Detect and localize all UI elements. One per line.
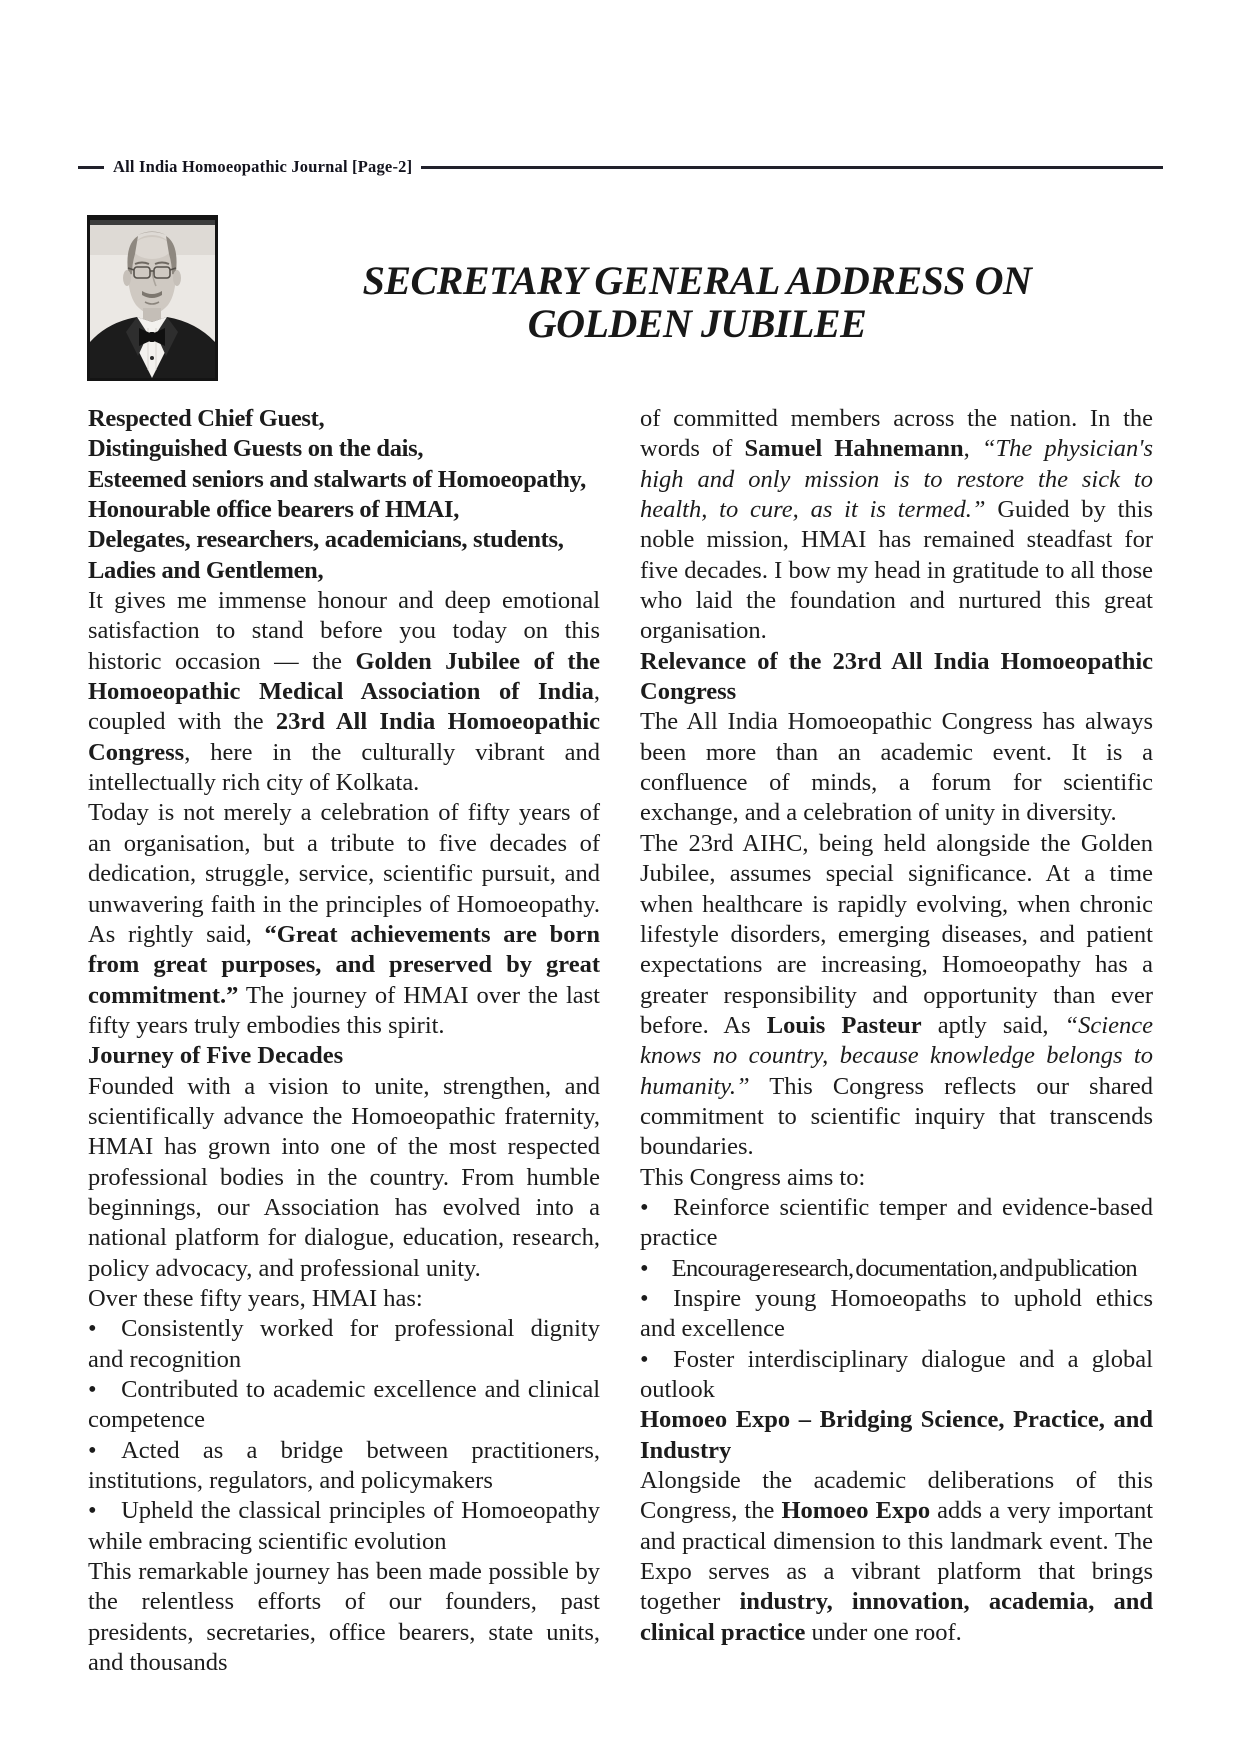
text-segment: Honourable office bearers of HMAI, xyxy=(88,496,460,524)
text-segment: , xyxy=(963,435,982,463)
salutation-line xyxy=(88,434,600,464)
text-segment: Over these fifty years, HMAI has: xyxy=(88,1284,423,1312)
text-line xyxy=(640,1163,1153,1193)
text-segment: industry, innovation, academia, and clinical practice xyxy=(640,1588,1153,1646)
journal-title: All India Homoeopathic Journal [Page-2] xyxy=(113,157,413,176)
left-column xyxy=(88,404,600,1678)
paragraph xyxy=(640,404,1153,647)
text-segment: • Upheld the classical principles of Homoeopathy while embracing scientific evolution xyxy=(88,1497,600,1555)
salutation-line xyxy=(88,556,600,586)
bullet-item xyxy=(88,1314,600,1375)
paragraph xyxy=(88,1557,600,1678)
section-heading xyxy=(640,647,1153,708)
bullet-item xyxy=(640,1284,1153,1345)
paragraph xyxy=(640,1466,1153,1648)
text-segment: under one roof. xyxy=(805,1618,962,1646)
text-segment: Delegates, researchers, academicians, students, xyxy=(88,526,564,554)
paragraph xyxy=(640,829,1153,1163)
bullet-item xyxy=(88,1496,600,1557)
text-segment: Esteemed seniors and stalwarts of Homoeopathy, xyxy=(88,465,586,493)
text-segment: “Great achievements are born from great purposes, and preserved by great commitment.” xyxy=(88,920,600,1009)
text-segment: “Science knows no country, because knowledge belongs to humanity.” xyxy=(640,1011,1153,1100)
bullet-item xyxy=(88,1375,600,1436)
right-column xyxy=(640,404,1153,1678)
text-segment: aptly said, xyxy=(921,1011,1065,1039)
text-segment: of committed members across the nation. In the words of xyxy=(640,405,1153,463)
header-rule-right xyxy=(421,166,1163,169)
text-segment: Alongside the academic deliberations of this Congress, the xyxy=(640,1467,1153,1525)
text-segment: • Inspire young Homoeopaths to uphold ethics and excellence xyxy=(640,1284,1153,1343)
text-segment: • Acted as a bridge between practitioners, institutions, regulators, and policymakers xyxy=(88,1436,600,1495)
text-segment: 23rd All India Homoeopathic Congress xyxy=(88,708,600,766)
portrait-illustration xyxy=(90,220,215,378)
text-segment: Relevance of the 23rd All India Homoeopathic Congress xyxy=(640,647,1153,706)
text-segment: It gives me immense honour and deep emotional satisfaction to stand before you today on this historic occasion — the xyxy=(88,587,600,675)
article-title-line2: GOLDEN JUBILEE xyxy=(527,301,867,346)
salutation-line xyxy=(88,525,600,555)
text-segment: This Congress reflects our shared commitment to scientific inquiry that transcends boundaries. xyxy=(640,1072,1153,1161)
bullet-item xyxy=(640,1254,1153,1284)
text-segment: The 23rd AIHC, being held alongside the Golden Jubilee, assumes special significance. At a time when healthcare is rapidly evolving, when chronic lifestyle disorders, emerging diseases, and patient expectations are increasing, Homoeopathy has a greater responsibility and opportunity than ever before. As xyxy=(640,829,1153,1039)
bullet-item xyxy=(640,1193,1153,1254)
article-title xyxy=(240,259,1154,345)
bullet-item xyxy=(88,1436,600,1497)
paragraph xyxy=(88,586,600,798)
text-segment: • Consistently worked for professional dignity and recognition xyxy=(88,1315,600,1373)
text-segment: This Congress aims to: xyxy=(640,1163,866,1191)
text-segment: The journey of HMAI over the last fifty years truly embodies this spirit. xyxy=(88,981,600,1039)
text-segment: This remarkable journey has been made possible by the relentless efforts of our founders, past presidents, secretaries, office bearers, state units, and thousands xyxy=(88,1558,600,1677)
text-segment: Distinguished Guests on the dais, xyxy=(88,435,424,463)
text-segment: “The physician's high and only mission is to restore the sick to health, to cure, as it is termed.” xyxy=(640,435,1154,524)
text-segment: Journey of Five Decades xyxy=(88,1042,344,1070)
text-segment: • Contributed to academic excellence and clinical competence xyxy=(88,1376,600,1434)
section-heading xyxy=(640,1405,1153,1466)
salutation-line xyxy=(88,495,600,525)
salutation-line xyxy=(88,465,600,495)
text-segment: Golden Jubilee of the Homoeopathic Medical Association of India xyxy=(88,647,601,706)
article-title-line1: SECRETARY GENERAL ADDRESS ON xyxy=(362,258,1032,303)
text-segment: Today is not merely a celebration of fifty years of an organisation, but a tribute to five decades of dedication, struggle, service, scientific pursuit, and unwavering faith in the principles of Homoeopathy. As rightly said, xyxy=(88,799,600,948)
header-rule-left xyxy=(78,166,104,169)
bullet-item xyxy=(640,1345,1153,1406)
text-segment: Guided by this noble mission, HMAI has remained steadfast for five decades. I bow my head in gratitude to all those who laid the foundation and nurtured this great organisation. xyxy=(640,496,1153,645)
text-segment: Homoeo Expo xyxy=(781,1497,931,1525)
paragraph xyxy=(88,798,600,1041)
text-segment: Samuel Hahnemann xyxy=(744,435,964,463)
portrait-photo xyxy=(87,215,218,381)
paragraph xyxy=(88,1072,600,1284)
text-segment: The All India Homoeopathic Congress has always been more than an academic event. It is a confluence of minds, a forum for scientific exchange, and a celebration of unity in diversity. xyxy=(640,708,1153,827)
text-segment: Homoeo Expo – Bridging Science, Practice, and Industry xyxy=(640,1406,1153,1464)
article-body xyxy=(88,404,1153,1678)
text-segment: adds a very important and practical dimension to this landmark event. The Expo serves as a vibrant platform that brings together xyxy=(640,1497,1154,1616)
salutation-line xyxy=(88,404,600,434)
text-segment: , here in the culturally vibrant and intellectually rich city of Kolkata. xyxy=(88,738,600,797)
text-segment: • Foster interdisciplinary dialogue and a global outlook xyxy=(640,1345,1153,1403)
text-segment: • Encourage research, documentation, and publication xyxy=(640,1254,1137,1282)
text-segment: Louis Pasteur xyxy=(766,1011,922,1039)
text-line xyxy=(88,1284,600,1314)
paragraph xyxy=(640,707,1153,828)
text-segment: Founded with a vision to unite, strengthen, and scientifically advance the Homoeopathic fraternity, HMAI has grown into one of the most respected professional bodies in the country. From humble beginnings, our Association has evolved into a national platform for dialogue, education, research, policy advocacy, and professional unity. xyxy=(88,1072,600,1282)
text-segment: Respected Chief Guest, xyxy=(88,405,325,432)
text-segment: , coupled with the xyxy=(88,678,600,736)
text-segment: Ladies and Gentlemen, xyxy=(88,556,324,584)
page-header xyxy=(78,158,1163,176)
text-segment: • Reinforce scientific temper and evidence-based practice xyxy=(640,1193,1153,1252)
section-heading xyxy=(88,1041,600,1071)
